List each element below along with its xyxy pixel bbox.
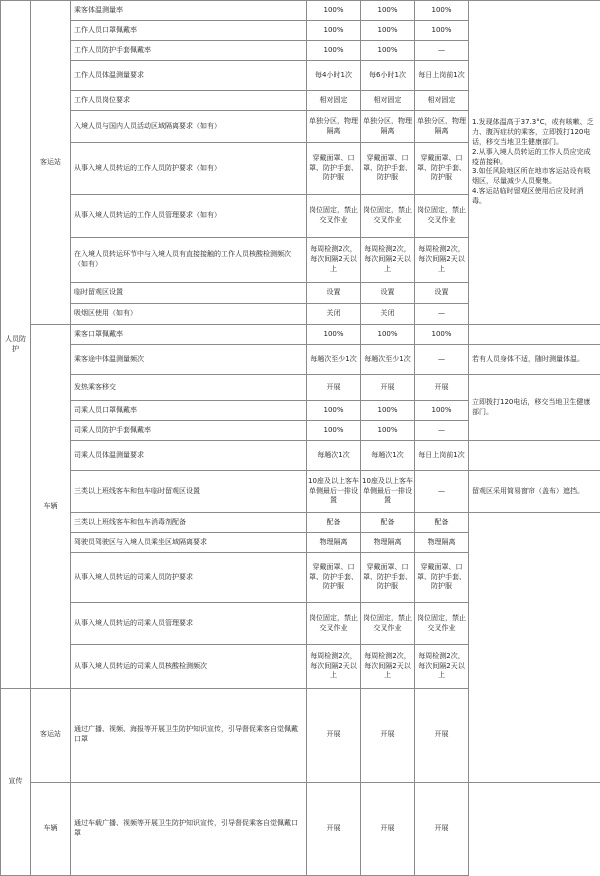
row-item: 三类以上班线客车和包车临时留观区设置 xyxy=(71,471,307,513)
row-item: 三类以上班线客车和包车消毒剂配备 xyxy=(71,513,307,533)
row-value: 穿戴面罩、口罩、防护手套、防护服 xyxy=(415,553,469,603)
row-value: — xyxy=(415,304,469,325)
row-value: 10座及以上客车单侧最后一排设置 xyxy=(307,471,361,513)
row-value: 相对固定 xyxy=(415,91,469,111)
row-value: 100% xyxy=(307,21,361,41)
row-value: 岗位固定，禁止交叉作业 xyxy=(415,603,469,645)
row-value: 关闭 xyxy=(361,304,415,325)
row-value: 物理隔离 xyxy=(361,533,415,553)
row-value: 穿戴面罩、口罩、防护手套、防护服 xyxy=(361,553,415,603)
row-item: 乘客途中体温测量频次 xyxy=(71,345,307,375)
row-value: 每趟次1次 xyxy=(361,441,415,471)
row-value: 每周检测2次，每次间隔2天以上 xyxy=(307,238,361,283)
row-value: 配备 xyxy=(361,513,415,533)
row-item: 工作人员防护手套佩戴率 xyxy=(71,41,307,61)
table-row xyxy=(1,325,600,345)
row-value: 开展 xyxy=(415,689,469,783)
row-value: 开展 xyxy=(361,375,415,401)
row-item: 发热乘客移交 xyxy=(71,375,307,401)
row-value: 物理隔离 xyxy=(307,533,361,553)
row-item: 工作人员口罩佩戴率 xyxy=(71,21,307,41)
row-value: 物理隔离 xyxy=(415,533,469,553)
row-value: 设置 xyxy=(361,283,415,304)
table-row xyxy=(1,441,600,471)
row-value: 开展 xyxy=(361,782,415,876)
table-row xyxy=(1,471,600,513)
row-value: 100% xyxy=(415,1,469,21)
row-item: 入境人员与国内人员活动区域隔离要求（如有） xyxy=(71,111,307,143)
row-item: 从事入境人员转运的工作人员管理要求（如有） xyxy=(71,195,307,238)
row-value: 穿戴面罩、口罩、防护手套、防护服 xyxy=(307,143,361,195)
row-item: 临时留观区设置 xyxy=(71,283,307,304)
row-value: 每日上岗前1次 xyxy=(415,441,469,471)
station-notes xyxy=(469,1,600,325)
table-row xyxy=(1,782,600,876)
subcategory-vehicle: 车辆 xyxy=(31,325,71,689)
row-item: 从事入境人员转运的司乘人员核酸检测频次 xyxy=(71,645,307,689)
note-line: 2.从事入境人员转运的工作人员应完成疫苗接种。 xyxy=(472,148,597,168)
row-value: 关闭 xyxy=(307,304,361,325)
row-item: 乘客体温测量率 xyxy=(71,1,307,21)
row-value: 穿戴面罩、口罩、防护手套、防护服 xyxy=(361,143,415,195)
row-value: 相对固定 xyxy=(361,91,415,111)
row-item: 司乘人员体温测量要求 xyxy=(71,441,307,471)
row-value: 开展 xyxy=(307,689,361,783)
row-value: 岗位固定，禁止交叉作业 xyxy=(415,195,469,238)
row-value: 岗位固定，禁止交叉作业 xyxy=(361,195,415,238)
table-row xyxy=(1,513,600,533)
row-item: 吸烟区使用（如有） xyxy=(71,304,307,325)
table-row xyxy=(1,375,600,401)
row-value: 相对固定 xyxy=(307,91,361,111)
vehicle-note-transfer: 立即拨打120电话，移交当地卫生健康部门。 xyxy=(469,375,600,441)
row-item: 司乘人员防护手套佩戴率 xyxy=(71,421,307,441)
row-value: 岗位固定，禁止交叉作业 xyxy=(361,603,415,645)
table-row xyxy=(1,1,600,21)
row-item: 驾驶员驾驶区与入境人员乘坐区域隔离要求 xyxy=(71,533,307,553)
row-value: 开展 xyxy=(415,782,469,876)
row-value: 100% xyxy=(361,1,415,21)
row-value: 设置 xyxy=(307,283,361,304)
vehicle-note-observation: 留观区采用简易窗帘（盖布）遮挡。 xyxy=(469,471,600,513)
row-value: 单独分区，物理隔离 xyxy=(361,111,415,143)
row-value: 开展 xyxy=(307,782,361,876)
vehicle-note-temp: 若有人员身体不适，随时测量体温。 xyxy=(469,345,600,375)
row-value: 配备 xyxy=(307,513,361,533)
row-item: 工作人员岗位要求 xyxy=(71,91,307,111)
row-value: 岗位固定，禁止交叉作业 xyxy=(307,603,361,645)
row-item: 在入境人员转运环节中与入境人员有直接接触的工作人员核酸检测频次（如有） xyxy=(71,238,307,283)
subcategory-station: 客运站 xyxy=(31,1,71,325)
row-item: 通过车载广播、视频等开展卫生防护知识宣传，引导督促乘客自觉佩戴口罩 xyxy=(71,782,307,876)
row-value: 每趟次至少1次 xyxy=(361,345,415,375)
row-item: 工作人员体温测量要求 xyxy=(71,61,307,91)
row-value: 100% xyxy=(307,1,361,21)
row-value: 岗位固定，禁止交叉作业 xyxy=(307,195,361,238)
row-value: 100% xyxy=(361,41,415,61)
row-value: 100% xyxy=(361,325,415,345)
row-item: 从事入境人员转运的司乘人员管理要求 xyxy=(71,603,307,645)
row-value: 每日上岗前1次 xyxy=(415,61,469,91)
row-value: 100% xyxy=(415,401,469,421)
row-value: 单独分区，物理隔离 xyxy=(415,111,469,143)
note-line: 3.如任风险地区所在地市客运站设有吸烟区，尽量减少人员聚集。 xyxy=(472,167,597,187)
row-value: 100% xyxy=(307,421,361,441)
row-value: 每周检测2次，每次间隔2天以上 xyxy=(415,645,469,689)
row-value: 开展 xyxy=(415,375,469,401)
subcategory-vehicle: 车辆 xyxy=(31,782,71,876)
row-value: 开展 xyxy=(361,689,415,783)
row-value: 100% xyxy=(361,21,415,41)
row-value: 100% xyxy=(361,421,415,441)
note-line: 4.客运站临时留观区使用后应及时消毒。 xyxy=(472,187,597,207)
row-value: 100% xyxy=(307,401,361,421)
row-value: — xyxy=(415,345,469,375)
row-value: — xyxy=(415,471,469,513)
row-value: — xyxy=(415,421,469,441)
row-value: 设置 xyxy=(415,283,469,304)
subcategory-station: 客运站 xyxy=(31,689,71,783)
row-value: 每6小时1次 xyxy=(361,61,415,91)
category-publicity: 宣传 xyxy=(1,689,31,876)
row-item: 乘客口罩佩戴率 xyxy=(71,325,307,345)
row-value: 每趟次1次 xyxy=(307,441,361,471)
row-value: — xyxy=(415,41,469,61)
row-value: 每周检测2次，每次间隔2天以上 xyxy=(415,238,469,283)
row-value: 每4小时1次 xyxy=(307,61,361,91)
category-personnel-protection: 人员防护 xyxy=(1,1,31,689)
row-value: 单独分区，物理隔离 xyxy=(307,111,361,143)
row-value: 每周检测2次，每次间隔2天以上 xyxy=(361,645,415,689)
row-value: 100% xyxy=(361,401,415,421)
row-value: 每周检测2次，每次间隔2天以上 xyxy=(307,645,361,689)
row-value: 每趟次至少1次 xyxy=(307,345,361,375)
row-value: 穿戴面罩、口罩、防护手套、防护服 xyxy=(307,553,361,603)
row-value: 开展 xyxy=(307,375,361,401)
row-item: 从事入境人员转运的司乘人员防护要求 xyxy=(71,553,307,603)
row-value: 配备 xyxy=(415,513,469,533)
row-value: 每周检测2次，每次间隔2天以上 xyxy=(361,238,415,283)
row-value: 100% xyxy=(415,325,469,345)
row-item: 司乘人员口罩佩戴率 xyxy=(71,401,307,421)
row-value: 100% xyxy=(415,21,469,41)
row-item: 从事入境人员转运的工作人员防护要求（如有） xyxy=(71,143,307,195)
row-item: 通过广播、视频、海报等开展卫生防护知识宣传，引导督促乘客自觉佩戴口罩 xyxy=(71,689,307,783)
row-value: 100% xyxy=(307,325,361,345)
table-row xyxy=(1,345,600,375)
row-value: 穿戴面罩、口罩、防护手套、防护服 xyxy=(415,143,469,195)
note-line: 1.发现体温高于37.3°C，或有咳嗽、乏力、腹泻症状的乘客，立即拨打120电话，移交当地卫生健康部门。 xyxy=(472,118,597,147)
row-value: 10座及以上客车单侧最后一排设置 xyxy=(361,471,415,513)
row-value: 100% xyxy=(307,41,361,61)
